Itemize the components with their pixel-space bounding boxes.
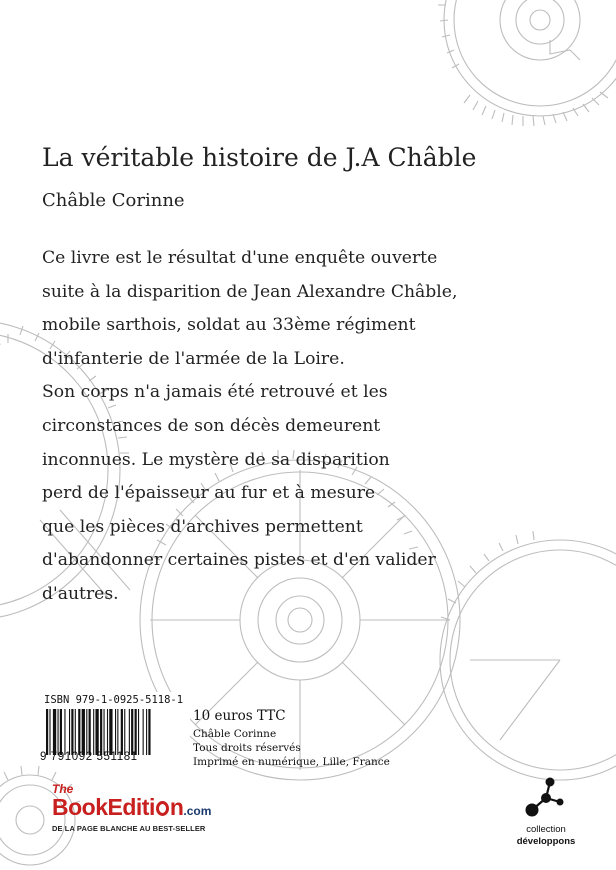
logo-brand-suffix: n: [169, 794, 184, 820]
collection-word: collection: [526, 824, 566, 835]
blurb-line: perd de l'épaisseur au fur et à mesure: [42, 483, 376, 504]
collection-name: développons: [516, 836, 576, 847]
logo-the: The: [52, 782, 74, 796]
blurb-line: Son corps n'a jamais été retrouvé et les: [42, 382, 388, 403]
publication-info: [193, 727, 390, 769]
blurb-line: d'abandonner certaines pistes et d'en valider: [42, 550, 436, 571]
blurb-line: d'autres.: [42, 583, 119, 604]
collection-label: [510, 824, 582, 848]
book-author: Châble Corinne: [42, 190, 185, 211]
info-line: Tous droits réservés: [193, 742, 301, 754]
price: 10 euros TTC: [193, 708, 286, 724]
info-line: Châble Corinne: [193, 728, 277, 740]
barcode-icon: [44, 709, 188, 755]
book-title: La véritable histoire de J.A Châble: [42, 143, 477, 172]
blurb-line: d'infanterie de l'armée de la Loire.: [42, 348, 345, 369]
logo-o-swirl-icon: [156, 801, 169, 816]
bookedition-logo: [52, 782, 252, 844]
blurb-line: inconnues. Le mystère de sa disparition: [42, 449, 390, 470]
blurb-line: suite à la disparition de Jean Alexandre Châble,: [42, 281, 458, 302]
blurb-line: que les pièces d'archives permettent: [42, 516, 363, 537]
info-line: Imprimé en numérique, Lille, France: [193, 756, 390, 768]
barcode-digits: 9 791092 551181: [40, 751, 138, 763]
blurb-line: Ce livre est le résultat d'une enquête ouverte: [42, 248, 438, 268]
molecule-icon: [520, 772, 570, 822]
gear-top-right: [438, 0, 616, 126]
logo-brand: [52, 794, 211, 821]
book-blurb: [42, 242, 458, 612]
blurb-line: mobile sarthois, soldat au 33ème régiment: [42, 315, 416, 336]
logo-tagline: DE LA PAGE BLANCHE AU BEST-SELLER: [52, 824, 206, 833]
gear-right: [440, 531, 616, 780]
blurb-line: circonstances de son décès demeurent: [42, 415, 381, 436]
isbn-barcode-block: [40, 692, 190, 770]
isbn-number: ISBN 979-1-0925-5118-1: [44, 694, 184, 706]
logo-brand-text: BookEditi: [52, 794, 155, 820]
logo-domain: .com: [183, 804, 212, 818]
